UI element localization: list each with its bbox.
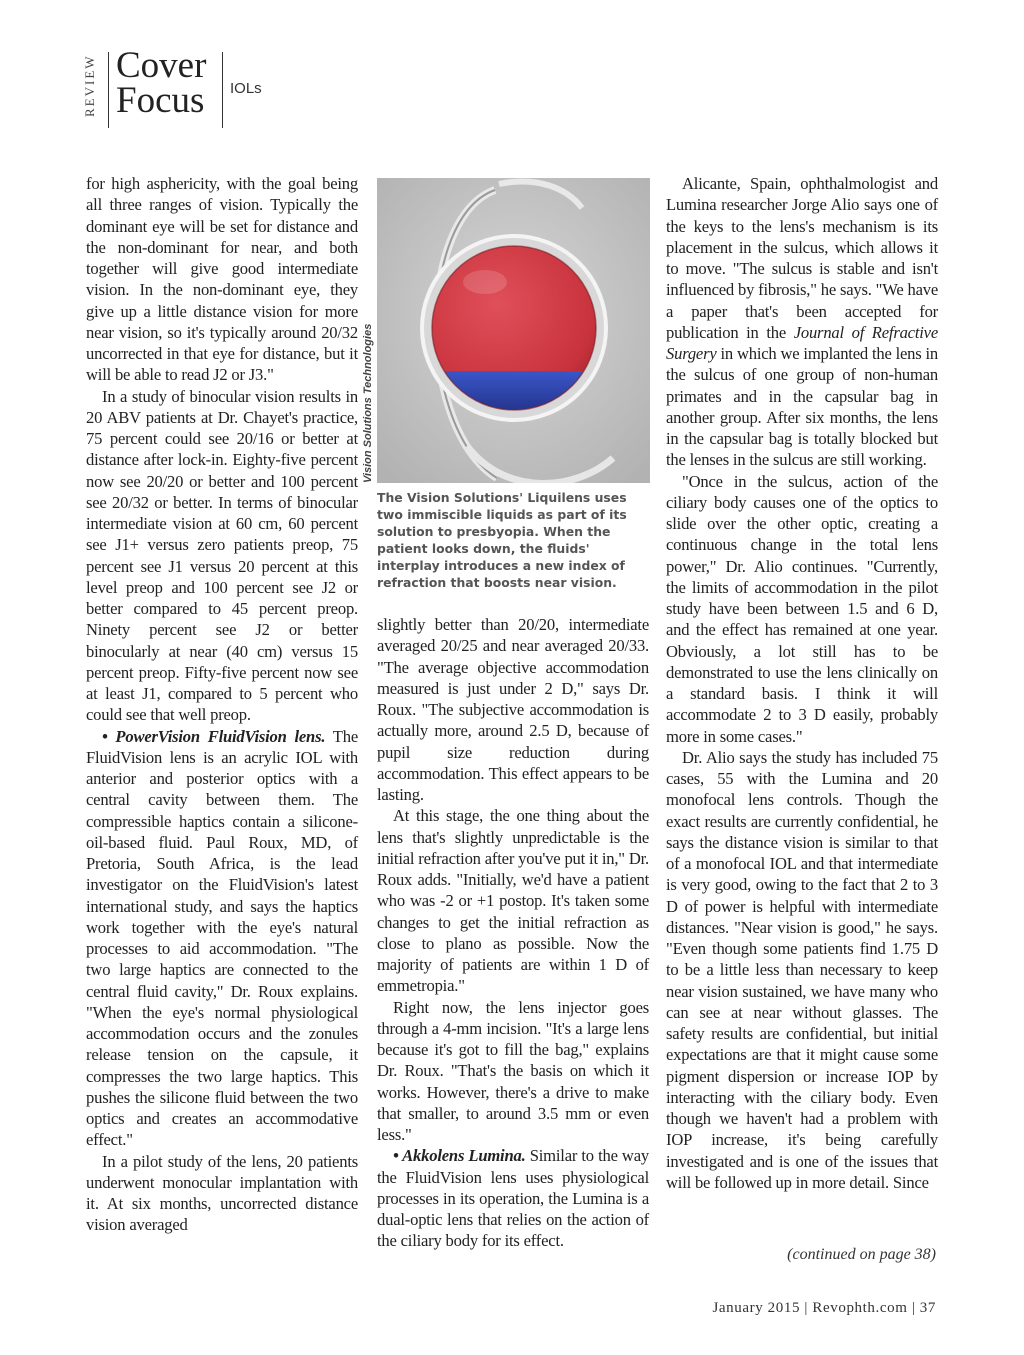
- photo-credit: Vision Solutions Technologies: [362, 323, 374, 483]
- lens-figure: [377, 178, 650, 483]
- cover-word: Cover: [116, 45, 207, 86]
- paragraph-body: Similar to the way the FluidVision lens uses physiological processes in its operation, the Lumina is a dual-optic lens that relies on the action of the ciliary body for its effect.: [377, 1146, 649, 1251]
- paragraph: [377, 1145, 649, 1251]
- paragraph: Right now, the lens injector goes through a 4-mm incision. "It's a large lens because it's got to fill the bag," explains Dr. Roux. "That's the basis on which it works. However, there's a drive to make that smaller, to around 3.5 mm or even less.": [377, 997, 649, 1144]
- subhead-powervision: • PowerVision FluidVision lens.: [102, 726, 326, 746]
- page-footer: January 2015 | Revophth.com | 37: [712, 1300, 936, 1316]
- paragraph-body: Alicante, Spain, ophthalmologist and Lumina researcher Jorge Alio says one of the keys to the lens's mechanism is its placement in the sulcus, which allows it to move. "The sulcus is stable and isn't influenced by fibrosis," he says. "We have a paper that's been accepted for publication in the: [666, 174, 938, 342]
- paragraph: At this stage, the one thing about the lens that's slightly unpredictable is the initial refraction after you've put it in," Dr. Roux adds. "Initially, we'd have a patient who was -2 or +1 postop. It's taken some changes to get the initial refraction as close to plano as possible. Now the majority of patients are within 1 D of emmetropia.": [377, 806, 649, 996]
- paragraph: [666, 173, 938, 471]
- paragraph: [86, 726, 358, 1151]
- column-1: [86, 173, 358, 1236]
- paragraph: for high asphericity, with the goal being all three ranges of vision. Typically the dominant eye will be set for distance and the non-dominant for near, and both together will give good intermediate vision. In the non-dominant eye, they give up a little distance vision for more near vision, so it's typically around 20/32 uncorrected in that eye for distance, but it will be able to read J2 or J3.": [86, 174, 358, 385]
- paragraph: In a pilot study of the lens, 20 patients underwent monocular implantation with it. At six months, uncorrected distance vision averaged: [86, 1151, 358, 1235]
- section-tag: IOLs: [230, 80, 262, 97]
- paragraph-body: The FluidVision lens is an acrylic IOL with anterior and posterior optics with a central cavity between them. The compressible haptics contain a silicone-oil-based fluid. Paul Roux, MD, of Pretoria, South Africa, is the lead investigator on the FluidVision's latest international study, and says the haptics work together with the eye's natural processes to aid accommodation. "The two large haptics are connected to the central fluid cavity," Dr. Roux explains. "When the eye's normal physiological accommodation occurs and the zonules release tension on the capsule, it compresses the two large haptics. This pushes the silicone fluid between the two optics and creates an accommodative effect.": [86, 726, 358, 1150]
- paragraph: In a study of binocular vision results in 20 ABV patients at Dr. Chayet's practice, 75 percent could see 20/16 or better at distance after lock-in. Eighty-five percent now see 20/20 or better and 100 percent see 20/32 or better. In terms of binocular intermediate vision at 60 cm, 60 percent see J1+ versus zero patients preop, 75 percent see J1 versus 20 percent at this level preop and 100 percent see J2 or better compared to 45 percent preop. Ninety percent see J2 or better binocularly at near (40 cm) versus 15 percent preop. Fifty-five percent now see at least J1, compared to 5 percent who could see that well preop.: [86, 386, 358, 725]
- journal-title: Journal of Refractive Surgery: [666, 322, 938, 363]
- column-2: [377, 614, 649, 1252]
- header-divider: [108, 52, 109, 128]
- continued-note: (continued on page 38): [787, 1246, 936, 1263]
- header-divider-2: [222, 52, 223, 128]
- paragraph: Dr. Alio says the study has included 75 cases, 55 with the Lumina and 20 monofocal lens controls. Though the exact results are currently confidential, he says the distance vision is similar to that of a monofocal IOL and that intermediate is very good, owing to the fact that 2 to 3 D of power is helpful with intermediate distances. "Near vision is good," he says. "Even though some patients find 1.75 D to be a little less than necessary to keep near vision sustained, we have many who can see at near without glasses. The safety results are confidential, but initial expectations are that it might cause some pigment dispersion or increase IOP by interacting with the ciliary body. Even though we haven't had a problem with IOP increase, it's being carefully investigated and is one of the issues that will be followed up in more detail. Since: [666, 747, 938, 1192]
- paragraph: slightly better than 20/20, intermediate averaged 20/25 and near averaged 20/33. "The average objective accommodation measured is just under 2 D," says Dr. Roux. "The subjective accommodation is actually more, around 2.5 D, because of pupil size reduction during accommodation. This effect appears to be lasting.: [377, 615, 649, 804]
- paragraph-body: in which we implanted the lens in the sulcus of one group of non-human primates and in the capsular bag in another group. After six months, the lens in the capsular bag is totally blocked but the lenses in the sulcus are still working.: [666, 344, 938, 470]
- figure-caption: The Vision Solutions' Liquilens uses two immiscible liquids as part of its solution to presbyopia. When the patient looks down, the fluids' interplay introduces a new index of refraction that boosts near vision.: [377, 490, 627, 590]
- focus-word: Focus: [116, 80, 205, 121]
- subhead-akkolens: • Akkolens Lumina.: [393, 1146, 526, 1166]
- review-label: REVIEW: [82, 54, 97, 118]
- paragraph: "Once in the sulcus, action of the ciliary body causes one of the optics to slide over the other optic, creating a continuous change in the total lens power," Dr. Alio continues. "Currently, the limits of accommodation in the pilot study have been between 1.5 and 6 D, and the effect has remained at one year. Obviously, a lot still has to be demonstrated to use the lens clinically on a standard basis. I think it will accommodate 2 to 3 D easily, probably more in some cases.": [666, 471, 938, 746]
- section-title: [116, 45, 207, 121]
- column-3: [666, 173, 938, 1193]
- highlight: [463, 270, 507, 294]
- liquilens-illustration: [377, 178, 650, 483]
